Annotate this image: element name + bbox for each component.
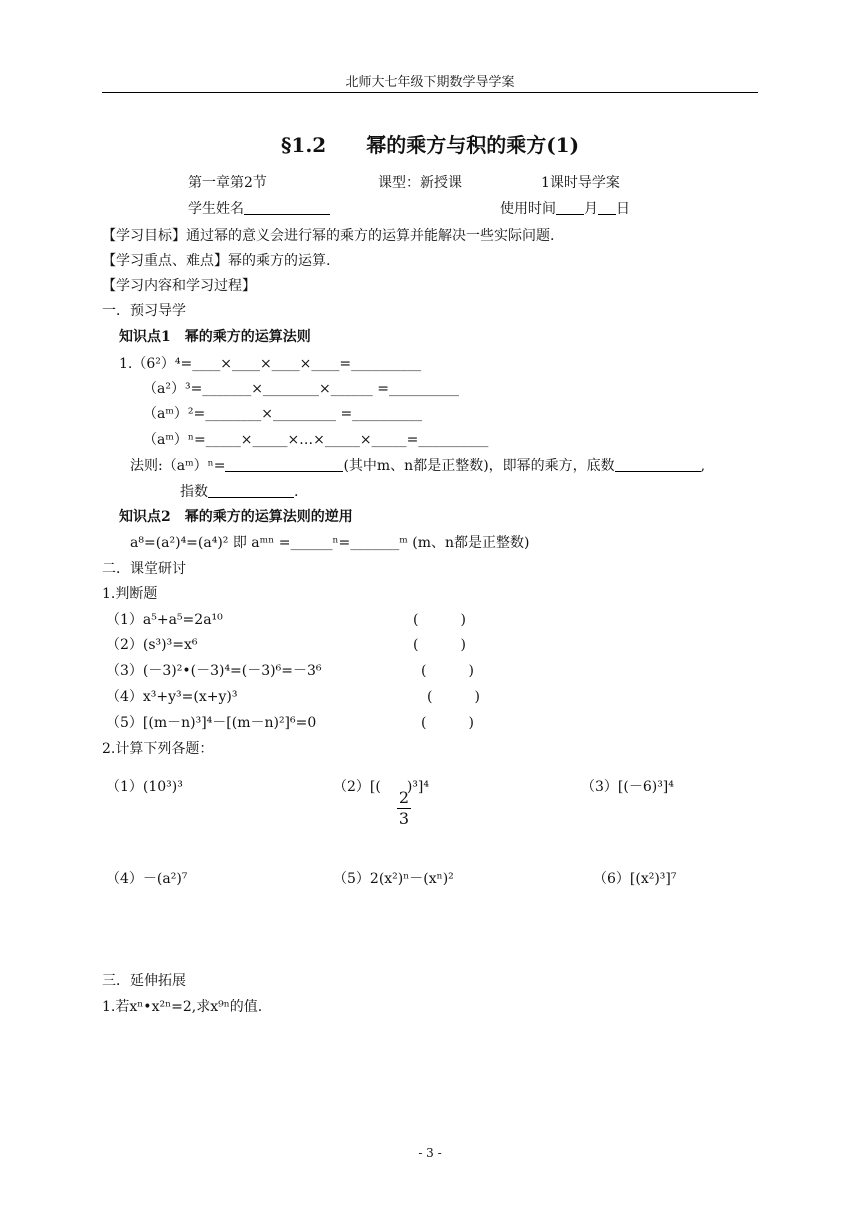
judge-item-1: （1）a⁵+a⁵=2a¹⁰ (106, 612, 223, 628)
student-name-row (188, 202, 330, 216)
judge-paren-1[interactable]: ( ) (413, 612, 466, 628)
month-blank[interactable] (556, 202, 584, 215)
page-header: 北师大七年级下期数学导学案 (345, 75, 515, 90)
rule-middle: (其中m、n都是正整数)，即幂的乘方，底数 (343, 458, 615, 474)
student-name-label: 学生姓名 (188, 201, 244, 217)
exponent-blank[interactable] (208, 485, 294, 498)
keypoints-text: 幂的乘方的运算. (228, 253, 331, 269)
chapter-label: 第一章第2节 (188, 175, 267, 191)
rule-row (130, 459, 705, 473)
day-label: 日 (616, 201, 630, 217)
title-text: 幂的乘方与积的乘方(1) (366, 133, 580, 157)
judge-item-5: （5）[(m－n)³]⁴－[(m－n)²]⁶=0 (106, 715, 317, 731)
rule-end: , (700, 458, 706, 474)
kp2-title: 知识点2 幂的乘方的运算法则的逆用 (119, 509, 353, 525)
fraction-numerator: 2 (398, 788, 410, 807)
calc-item-2 (333, 780, 429, 794)
calc-item-5: （5）2(x²)ⁿ－(xⁿ)² (333, 871, 454, 887)
exponent-end: . (294, 484, 299, 500)
section-number: §1.2 (280, 133, 327, 157)
calc-title: 2.计算下列各题： (102, 741, 214, 757)
page-title (0, 135, 860, 155)
judge-paren-2[interactable]: ( ) (413, 637, 466, 653)
calc-item-3: （3）[(－6)³]⁴ (581, 779, 674, 795)
month-label: 月 (584, 201, 598, 217)
kp1-line-4: （aᵐ）ⁿ=_____×_____×…×_____×_____=__________ (143, 432, 489, 448)
calc-item-1: （1）(10³)³ (106, 779, 183, 795)
objective-label: 【学习目标】 (102, 228, 186, 244)
judge-paren-3[interactable]: ( ) (421, 663, 474, 679)
kp2-line: a⁸=(a²)⁴=(a⁴)² 即 aᵐⁿ =______ⁿ=_______ᵐ (m、n都是正整数) (130, 535, 530, 551)
classroom-heading: 二．课堂研讨 (102, 561, 186, 577)
judge-item-2: （2）(s³)³=x⁶ (106, 637, 198, 653)
preview-heading: 一．预习导学 (102, 303, 186, 319)
objective-text: 通过幂的意义会进行幂的乘方的运算并能解决一些实际问题. (186, 228, 555, 244)
lesson-type: 课型：新授课 (378, 175, 462, 191)
judge-item-3: （3）(－3)²•(－3)⁴=(－3)⁶=－3⁶ (106, 663, 322, 679)
judge-paren-4[interactable]: ( ) (427, 689, 480, 705)
rule-prefix: 法则:（aᵐ）ⁿ= (130, 458, 226, 474)
kp1-title: 知识点1 幂的乘方的运算法则 (119, 329, 311, 345)
process-label: 【学习内容和学习过程】 (102, 278, 256, 294)
kp1-line-3: （aᵐ）²=________×_________ =__________ (143, 406, 423, 422)
kp1-line-2: （a²）³=_______×________×______ =__________ (143, 381, 459, 397)
fraction-denominator: 3 (398, 809, 410, 828)
fraction-two-thirds (397, 790, 411, 827)
keypoints-label: 【学习重点、难点】 (102, 253, 228, 269)
header-rule (102, 92, 758, 93)
judge-item-4: （4）x³+y³=(x+y)³ (106, 689, 238, 705)
student-name-blank[interactable] (244, 202, 330, 215)
extension-heading: 三．延伸拓展 (102, 973, 186, 989)
use-time-label: 使用时间 (500, 201, 556, 217)
extension-question-1: 1.若xⁿ•x²ⁿ=2,求x⁹ⁿ的值. (102, 999, 263, 1015)
exponent-label: 指数 (180, 484, 208, 500)
rule-blank-1[interactable] (225, 459, 343, 472)
use-time-row (500, 202, 630, 216)
rule-blank-2[interactable] (615, 459, 701, 472)
period-label: 1课时导学案 (541, 175, 620, 191)
calc-item-6: （6）[(x²)³]⁷ (593, 871, 677, 887)
page-number: - 3 - (418, 1146, 442, 1160)
judge-paren-5[interactable]: ( ) (421, 715, 474, 731)
calc-item-4: （4）－(a²)⁷ (106, 871, 188, 887)
objective-row (102, 229, 554, 243)
calc-item-2-tail: )³]⁴ (406, 779, 429, 795)
judge-title: 1.判断题 (102, 586, 158, 602)
exponent-row (180, 485, 298, 499)
calc-item-2-head: （2）[( (333, 779, 381, 795)
keypoints-row (102, 254, 330, 268)
kp1-line-1: 1.（6²）⁴=____×____×____×____=__________ (119, 356, 422, 372)
day-blank[interactable] (598, 202, 616, 215)
